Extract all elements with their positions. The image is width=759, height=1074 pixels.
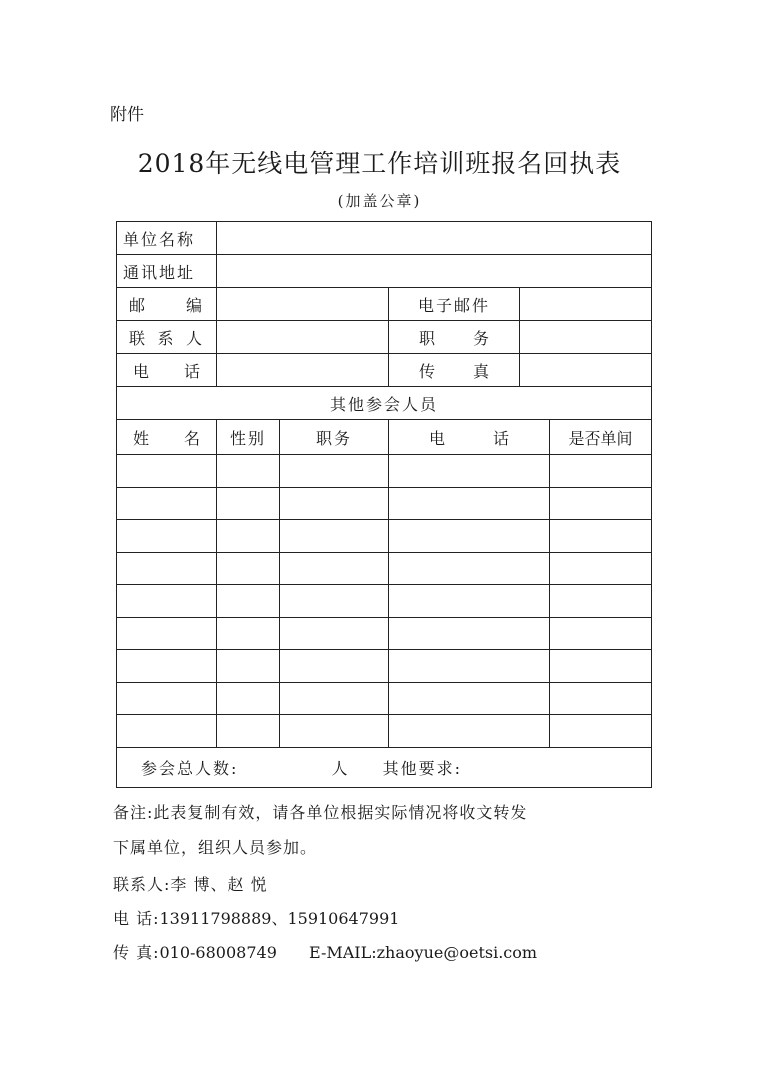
participant-position-cell[interactable] bbox=[280, 715, 389, 748]
participant-phone-cell[interactable] bbox=[389, 520, 550, 553]
participant-name-cell[interactable] bbox=[117, 682, 217, 715]
participant-name-cell[interactable] bbox=[117, 520, 217, 553]
total-participants-unit: 人 bbox=[331, 758, 348, 778]
participant-row bbox=[117, 650, 652, 683]
participant-single-room-cell[interactable] bbox=[550, 520, 652, 553]
phone-field[interactable] bbox=[217, 354, 389, 387]
page-title: 2018年无线电管理工作培训班报名回执表 bbox=[137, 149, 622, 178]
email-address: zhaoyue@oetsi.com bbox=[376, 943, 538, 962]
participant-gender-cell[interactable] bbox=[217, 520, 280, 553]
contact-label: 联 系 人 bbox=[117, 321, 217, 354]
participant-single-room-cell[interactable] bbox=[550, 455, 652, 488]
participant-name-cell[interactable] bbox=[117, 617, 217, 650]
participant-name-cell[interactable] bbox=[117, 455, 217, 488]
participant-name-cell[interactable] bbox=[117, 552, 217, 585]
fax-number: 010-68008749 bbox=[159, 943, 277, 962]
col-single-room-header: 是否单间 bbox=[550, 420, 652, 455]
participant-row bbox=[117, 520, 652, 553]
participant-row bbox=[117, 552, 652, 585]
phone-label-text: 电 话: bbox=[113, 909, 160, 928]
participant-phone-cell[interactable] bbox=[389, 682, 550, 715]
participant-single-room-cell[interactable] bbox=[550, 715, 652, 748]
fax-field[interactable] bbox=[520, 354, 652, 387]
unit-name-field[interactable] bbox=[217, 222, 652, 255]
participant-row bbox=[117, 682, 652, 715]
participant-single-room-cell[interactable] bbox=[550, 650, 652, 683]
participant-name-cell[interactable] bbox=[117, 715, 217, 748]
participant-position-cell[interactable] bbox=[280, 552, 389, 585]
participant-gender-cell[interactable] bbox=[217, 617, 280, 650]
note-line-2: 下属单位，组织人员参加。 bbox=[113, 838, 318, 857]
other-requirements-label: 其他要求: bbox=[382, 758, 463, 778]
position-label: 职 务 bbox=[389, 321, 520, 354]
col-gender-header: 性别 bbox=[217, 420, 280, 455]
participant-phone-cell[interactable] bbox=[389, 487, 550, 520]
email-field[interactable] bbox=[520, 288, 652, 321]
participant-position-cell[interactable] bbox=[280, 520, 389, 553]
participant-row bbox=[117, 617, 652, 650]
participant-position-cell[interactable] bbox=[280, 487, 389, 520]
participant-single-room-cell[interactable] bbox=[550, 552, 652, 585]
participant-name-cell[interactable] bbox=[117, 487, 217, 520]
participant-phone-cell[interactable] bbox=[389, 650, 550, 683]
participant-gender-cell[interactable] bbox=[217, 715, 280, 748]
participant-gender-cell[interactable] bbox=[217, 585, 280, 618]
total-participants-label: 参会总人数: bbox=[141, 758, 239, 778]
participant-row bbox=[117, 715, 652, 748]
address-label: 通讯地址 bbox=[117, 255, 217, 288]
participant-row bbox=[117, 585, 652, 618]
participant-gender-cell[interactable] bbox=[217, 455, 280, 488]
participant-single-room-cell[interactable] bbox=[550, 617, 652, 650]
participant-single-room-cell[interactable] bbox=[550, 585, 652, 618]
participant-phone-cell[interactable] bbox=[389, 715, 550, 748]
stamp-note: (加盖公章) bbox=[337, 192, 422, 210]
participant-position-cell[interactable] bbox=[280, 585, 389, 618]
participant-position-cell[interactable] bbox=[280, 682, 389, 715]
participant-gender-cell[interactable] bbox=[217, 682, 280, 715]
position-field[interactable] bbox=[520, 321, 652, 354]
email-label: 电子邮件 bbox=[389, 288, 520, 321]
participant-name-cell[interactable] bbox=[117, 650, 217, 683]
unit-name-label: 单位名称 bbox=[117, 222, 217, 255]
totals-row bbox=[117, 747, 652, 787]
participant-name-cell[interactable] bbox=[117, 585, 217, 618]
participant-position-cell[interactable] bbox=[280, 617, 389, 650]
phone-label: 电 话 bbox=[117, 354, 217, 387]
postcode-field[interactable] bbox=[217, 288, 389, 321]
email-label-text: E-MAIL: bbox=[308, 943, 377, 962]
fax-label: 传 真 bbox=[389, 354, 520, 387]
participant-gender-cell[interactable] bbox=[217, 650, 280, 683]
contact-field[interactable] bbox=[217, 321, 389, 354]
postcode-label: 邮 编 bbox=[117, 288, 217, 321]
contact-phone bbox=[113, 906, 399, 929]
fax-label-text: 传 真: bbox=[113, 943, 160, 962]
contact-fax-email bbox=[113, 940, 537, 963]
note-line-1: 备注:此表复制有效，请各单位根据实际情况将收文转发 bbox=[113, 803, 528, 822]
attachment-label: 附件 bbox=[110, 105, 144, 125]
participant-position-cell[interactable] bbox=[280, 455, 389, 488]
participant-single-room-cell[interactable] bbox=[550, 487, 652, 520]
other-participants-heading: 其他参会人员 bbox=[117, 387, 652, 420]
participant-phone-cell[interactable] bbox=[389, 617, 550, 650]
participant-phone-cell[interactable] bbox=[389, 455, 550, 488]
participant-position-cell[interactable] bbox=[280, 650, 389, 683]
phone-numbers: 13911798889、15910647991 bbox=[159, 909, 400, 928]
contact-persons: 联系人:李 博、赵 悦 bbox=[113, 875, 268, 894]
address-field[interactable] bbox=[217, 255, 652, 288]
participant-single-room-cell[interactable] bbox=[550, 682, 652, 715]
col-phone-header: 电 话 bbox=[389, 420, 550, 455]
participant-phone-cell[interactable] bbox=[389, 552, 550, 585]
col-position-header: 职务 bbox=[280, 420, 389, 455]
participant-row bbox=[117, 455, 652, 488]
col-name-header: 姓 名 bbox=[117, 420, 217, 455]
registration-form-table bbox=[116, 221, 652, 788]
participant-gender-cell[interactable] bbox=[217, 487, 280, 520]
participant-row bbox=[117, 487, 652, 520]
participant-gender-cell[interactable] bbox=[217, 552, 280, 585]
participant-phone-cell[interactable] bbox=[389, 585, 550, 618]
